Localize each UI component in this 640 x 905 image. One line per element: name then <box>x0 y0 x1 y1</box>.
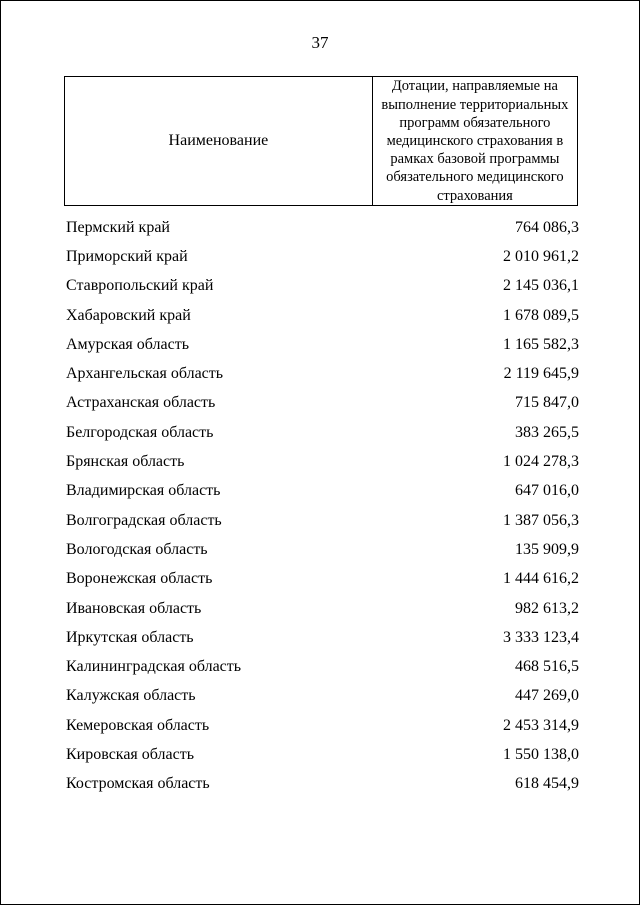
table-row <box>64 242 579 271</box>
region-value: 1 550 138,0 <box>503 745 579 763</box>
region-value: 468 516,5 <box>515 658 579 676</box>
table-row <box>64 565 579 594</box>
table-header <box>64 76 578 206</box>
table-row <box>64 740 579 769</box>
table-row <box>64 272 579 301</box>
table-row <box>64 770 579 799</box>
region-value: 2 453 314,9 <box>503 716 579 734</box>
table-row <box>64 389 579 418</box>
region-value: 1 165 582,3 <box>503 335 579 353</box>
table-row <box>64 711 579 740</box>
region-value: 618 454,9 <box>515 775 579 793</box>
region-name: Амурская область <box>66 335 189 353</box>
region-name: Брянская область <box>66 453 185 471</box>
region-value: 2 145 036,1 <box>503 277 579 295</box>
region-name: Кировская область <box>66 745 195 763</box>
table-row <box>64 418 579 447</box>
region-value: 2 010 961,2 <box>503 247 579 265</box>
table-row <box>64 682 579 711</box>
region-name: Архангельская область <box>66 365 224 383</box>
page-number: 37 <box>311 33 329 52</box>
region-name: Кемеровская область <box>66 716 210 734</box>
region-name: Белгородская область <box>66 423 214 441</box>
table-row <box>64 213 579 242</box>
region-name: Владимирская область <box>66 482 221 500</box>
column-header-value: Дотации, направляемые на выполнение территориальных программ обязательного медицинского страхования в рамках базовой программы обязательного медицинского страхования <box>381 78 569 204</box>
region-value: 1 024 278,3 <box>503 453 579 471</box>
region-name: Ставропольский край <box>66 277 214 295</box>
region-name: Пермский край <box>66 218 170 236</box>
region-value: 1 387 056,3 <box>503 511 579 529</box>
table-row <box>64 652 579 681</box>
table-rows <box>64 213 579 799</box>
region-value: 647 016,0 <box>515 482 579 500</box>
region-value: 135 909,9 <box>515 540 579 558</box>
region-name: Иркутская область <box>66 628 194 646</box>
table-row <box>64 594 579 623</box>
region-value: 764 086,3 <box>515 218 579 236</box>
table-row <box>64 477 579 506</box>
region-value: 3 333 123,4 <box>503 628 579 646</box>
region-name: Калужская область <box>66 687 196 705</box>
region-name: Вологодская область <box>66 540 208 558</box>
region-name: Ивановская область <box>66 599 202 617</box>
region-value: 2 119 645,9 <box>503 365 579 383</box>
region-name: Воронежская область <box>66 570 213 588</box>
table-row <box>64 623 579 652</box>
table-row <box>64 359 579 388</box>
region-value: 1 444 616,2 <box>503 570 579 588</box>
region-value: 715 847,0 <box>515 394 579 412</box>
region-name: Волгоградская область <box>66 511 222 529</box>
table-row <box>64 506 579 535</box>
region-name: Калининградская область <box>66 658 242 676</box>
table-row <box>64 301 579 330</box>
region-name: Астраханская область <box>66 394 216 412</box>
table-row <box>64 330 579 359</box>
region-name: Хабаровский край <box>66 306 191 324</box>
column-header-name: Наименование <box>65 77 373 205</box>
region-value: 1 678 089,5 <box>503 306 579 324</box>
region-value: 982 613,2 <box>515 599 579 617</box>
table-row <box>64 447 579 476</box>
region-value: 447 269,0 <box>515 687 579 705</box>
region-value: 383 265,5 <box>515 423 579 441</box>
region-name: Приморский край <box>66 247 188 265</box>
table-row <box>64 535 579 564</box>
region-name: Костромская область <box>66 775 210 793</box>
